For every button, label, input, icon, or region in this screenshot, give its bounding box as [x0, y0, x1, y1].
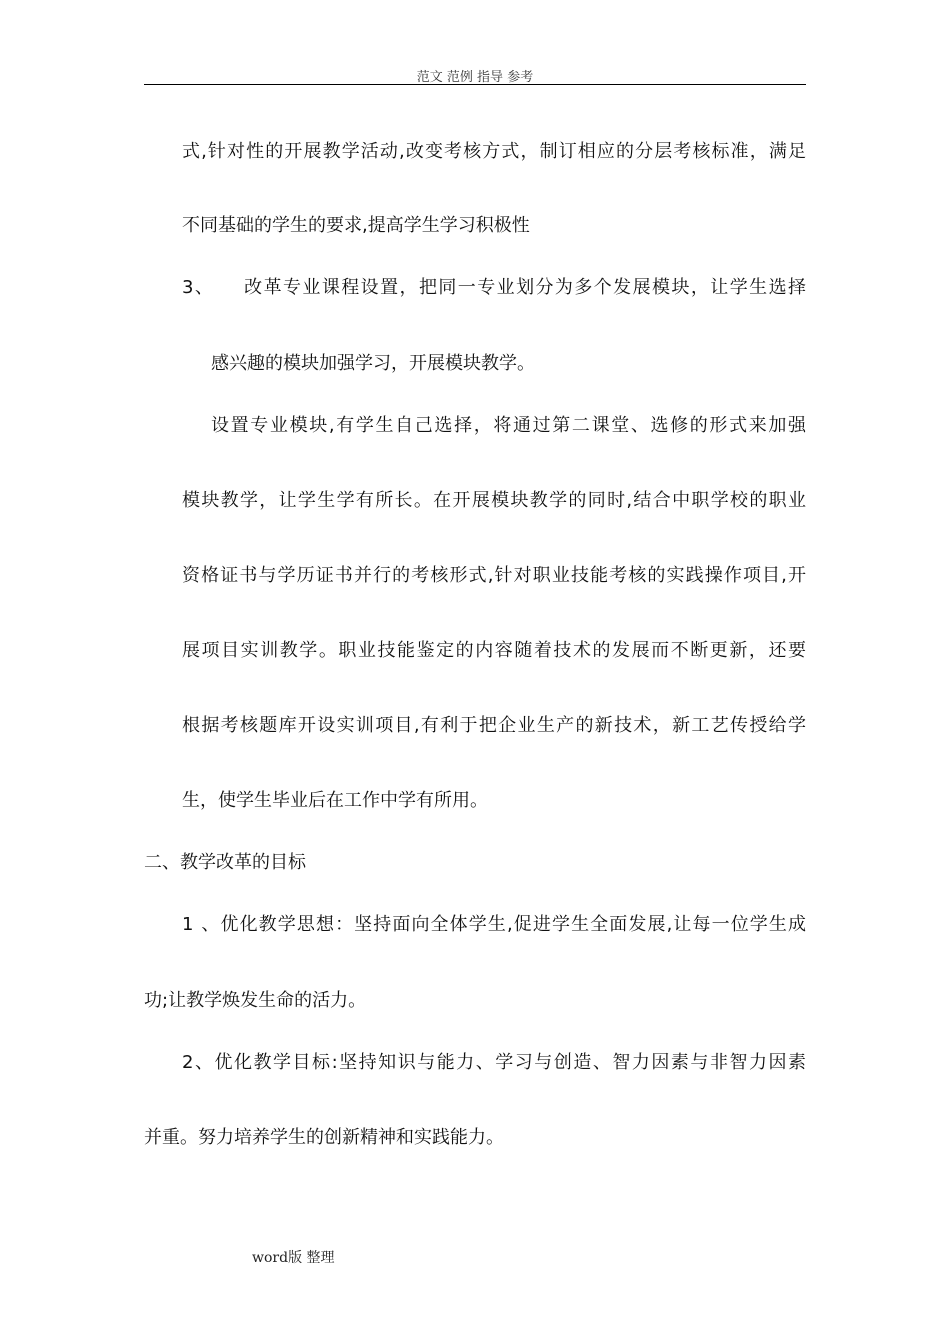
section-heading: 二、教学改革的目标	[144, 852, 306, 873]
list-item-line: 功;让教学焕发生命的活力。	[144, 990, 367, 1011]
paragraph-line: 生，使学生毕业后在工作中学有所用。	[182, 790, 488, 811]
page-header: 范文 范例 指导 参考	[416, 70, 534, 85]
list-item-line: 并重。努力培养学生的创新精神和实践能力。	[144, 1127, 504, 1148]
header-divider	[144, 84, 806, 85]
paragraph-line: 设置专业模块,有学生自己选择，将通过第二课堂、选修的形式来加强	[211, 415, 808, 436]
paragraph-line: 模块教学，让学生学有所长。在开展模块教学的同时,结合中职学校的职业	[182, 490, 808, 511]
paragraph-line: 资格证书与学历证书并行的考核形式,针对职业技能考核的实践操作项目,开	[182, 565, 808, 586]
list-item-line: 感兴趣的模块加强学习，开展模块教学。	[211, 353, 535, 374]
paragraph-line: 根据考核题库开设实训项目,有利于把企业生产的新技术，新工艺传授给学	[182, 715, 808, 736]
list-item-line: 1 、优化教学思想：坚持面向全体学生,促进学生全面发展,让每一位学生成	[182, 914, 808, 935]
paragraph-line: 式,针对性的开展教学活动,改变考核方式，制订相应的分层考核标准，满足	[182, 141, 808, 162]
list-item-line: 3、 改革专业课程设置，把同一专业划分为多个发展模块，让学生选择	[182, 277, 808, 298]
paragraph-line: 不同基础的学生的要求,提高学生学习积极性	[182, 215, 530, 236]
list-item-line: 2、优化教学目标:坚持知识与能力、学习与创造、智力因素与非智力因素	[182, 1052, 808, 1073]
paragraph-line: 展项目实训教学。职业技能鉴定的内容随着技术的发展而不断更新，还要	[182, 640, 808, 661]
page-footer: word版 整理	[252, 1250, 335, 1266]
